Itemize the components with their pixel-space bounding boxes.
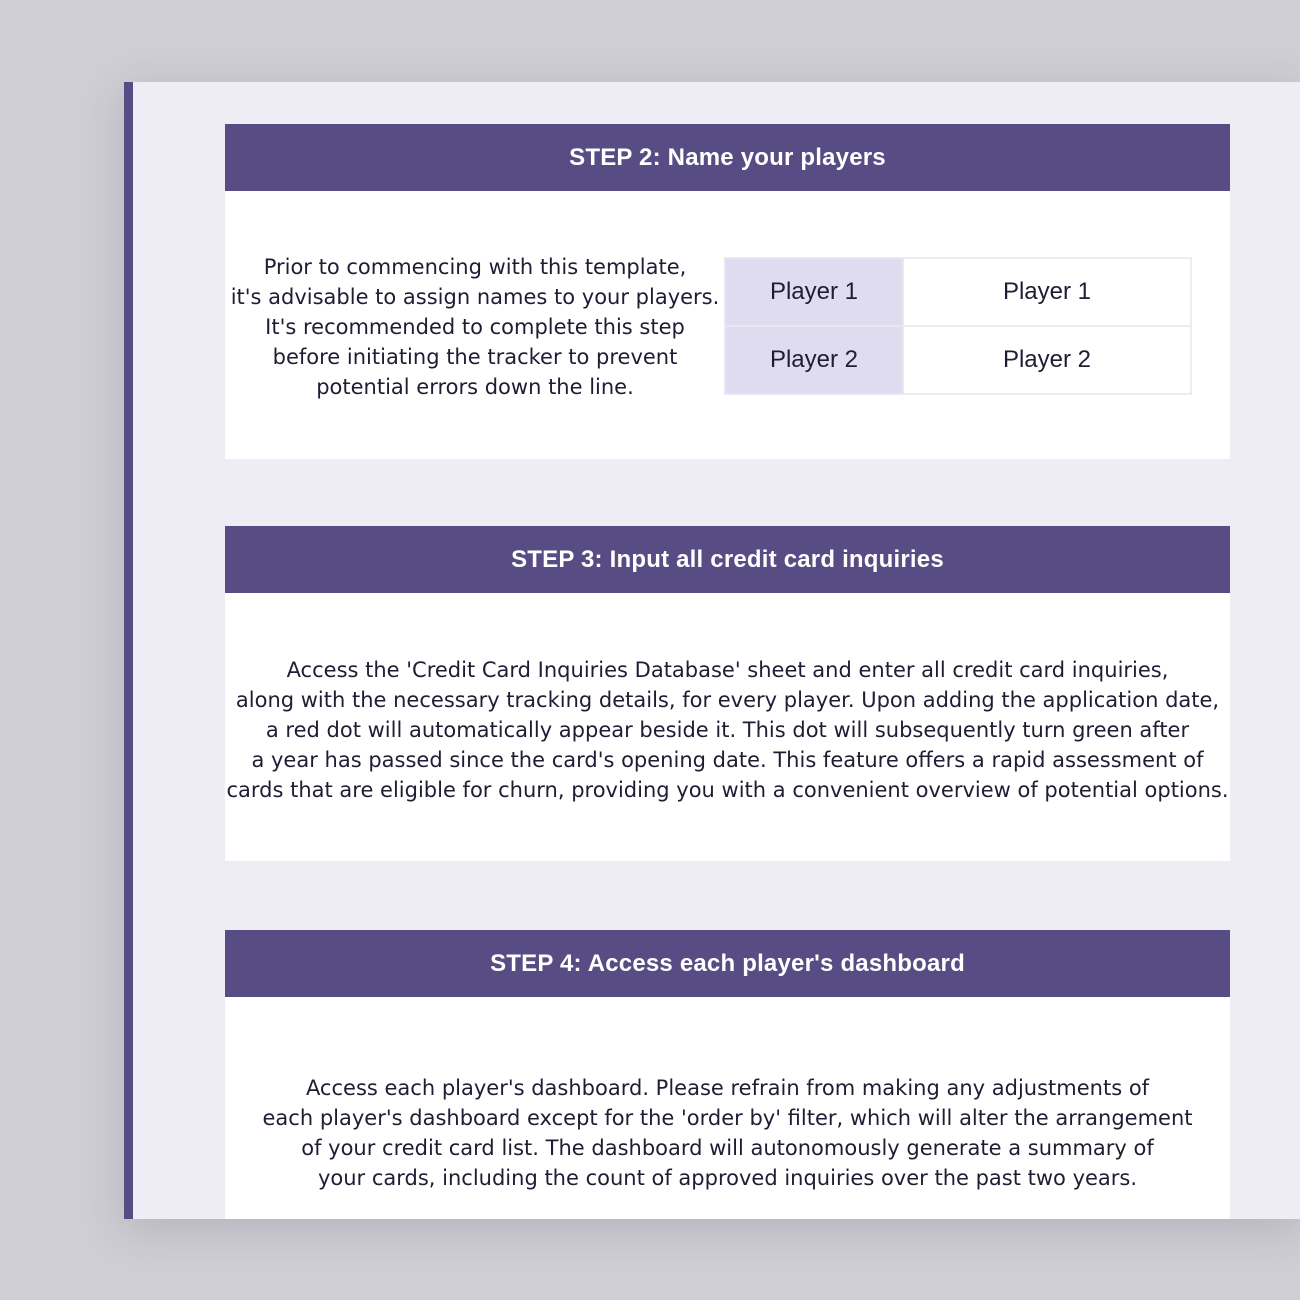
step-4-body bbox=[225, 997, 1230, 1219]
sheet-left-stripe bbox=[124, 82, 133, 1219]
description-line: of your credit card list. The dashboard will autonomously generate a summary of bbox=[301, 1136, 1154, 1160]
step-2-description bbox=[225, 252, 725, 402]
description-line: before initiating the tracker to prevent bbox=[272, 345, 678, 369]
step-2-body bbox=[225, 191, 1230, 459]
table-row bbox=[725, 326, 1191, 394]
player-2-label-cell[interactable]: Player 2 bbox=[725, 326, 903, 394]
table-row bbox=[725, 258, 1191, 326]
player-2-name-cell[interactable]: Player 2 bbox=[903, 326, 1191, 394]
step-3-header: STEP 3: Input all credit card inquiries bbox=[225, 526, 1230, 593]
step-2-header: STEP 2: Name your players bbox=[225, 124, 1230, 191]
step-4-description bbox=[225, 1073, 1230, 1193]
description-line: Prior to commencing with this template, bbox=[263, 255, 687, 279]
description-line: potential errors down the line. bbox=[316, 375, 634, 399]
instructions-sheet bbox=[124, 82, 1300, 1219]
step-3-body bbox=[225, 593, 1230, 861]
description-line: your cards, including the count of approved inquiries over the past two years. bbox=[317, 1166, 1138, 1190]
step-2-section bbox=[225, 124, 1230, 459]
description-line: along with the necessary tracking details, for every player. Upon adding the application date, bbox=[235, 688, 1220, 712]
player-1-label-cell[interactable]: Player 1 bbox=[725, 258, 903, 326]
description-line: Access each player's dashboard. Please refrain from making any adjustments of bbox=[305, 1076, 1150, 1100]
step-4-header: STEP 4: Access each player's dashboard bbox=[225, 930, 1230, 997]
step-3-section bbox=[225, 526, 1230, 861]
step-4-section bbox=[225, 930, 1230, 1219]
description-line: cards that are eligible for churn, providing you with a convenient overview of potential options. bbox=[226, 778, 1229, 802]
description-line: it's advisable to assign names to your players. bbox=[230, 285, 720, 309]
player-1-name-cell[interactable]: Player 1 bbox=[903, 258, 1191, 326]
description-line: Access the 'Credit Card Inquiries Database' sheet and enter all credit card inquiries, bbox=[286, 658, 1169, 682]
step-3-description bbox=[225, 655, 1230, 805]
description-line: It's recommended to complete this step bbox=[265, 315, 685, 339]
description-line: a year has passed since the card's opening date. This feature offers a rapid assessment of bbox=[251, 748, 1204, 772]
description-line: each player's dashboard except for the 'order by' filter, which will alter the arrangement bbox=[262, 1106, 1193, 1130]
player-names-table bbox=[724, 257, 1192, 395]
description-line: a red dot will automatically appear beside it. This dot will subsequently turn green after bbox=[265, 718, 1190, 742]
